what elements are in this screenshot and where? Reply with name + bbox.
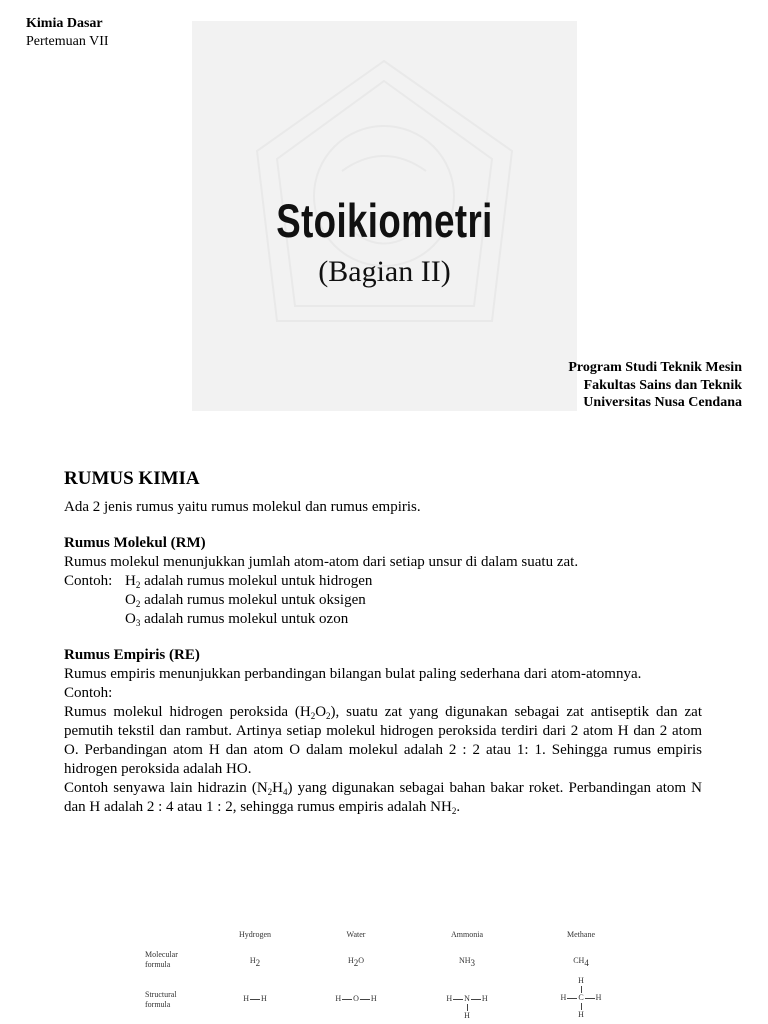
re-paragraph-2: Contoh senyawa lain hidrazin $(N_2H_4)$ yang digunakan sebagai bahan bakar roket. Perbandingan atom N dan H adalah 2 : 4 atau 1 : 2, sehingga rumus empiris adalah $NH_2$. [64, 780, 702, 816]
institution-block [568, 359, 742, 412]
structural-hydrogen: H H [243, 994, 267, 1003]
col-water: Water [346, 930, 366, 939]
program-name: Program Studi Teknik Mesin [568, 360, 742, 375]
cover-subtitle: (Bagian II) [318, 255, 451, 288]
molecular-water: $H_2O$ [347, 956, 365, 968]
rm-definition: Rumus molekul menunjukkan jumlah atom-atom dari setiap unsur di dalam suatu zat. [64, 554, 579, 570]
rm-example-3: $O_3$ adalah rumus molekul untuk ozon [125, 611, 349, 628]
re-heading: Rumus Empiris (RE) [64, 647, 200, 663]
session-label: Pertemuan VII [26, 34, 109, 49]
university-name: Universitas Nusa Cendana [583, 395, 742, 410]
document-header [26, 15, 109, 51]
section-title: RUMUS KIMIA [64, 468, 200, 489]
cover-panel [192, 21, 577, 411]
col-ammonia: Ammonia [451, 930, 483, 939]
row-structural-label: Structural formula [145, 990, 177, 1009]
col-hydrogen: Hydrogen [239, 930, 271, 939]
structural-water: H O H [335, 994, 377, 1003]
cover-title: Stoikiometri [276, 194, 493, 247]
molecular-ammonia: $NH_3$ [458, 956, 476, 968]
structural-methane: H H C H H [560, 976, 602, 1019]
molecular-hydrogen: $H_2$ [249, 956, 261, 968]
rm-example-2: $O_2$ adalah rumus molekul untuk oksigen [125, 592, 366, 609]
rm-example-1: Contoh: $H_2$ adalah rumus molekul untuk hidrogen [64, 573, 373, 590]
structural-ammonia: H N H H [446, 994, 488, 1020]
re-definition: Rumus empiris menunjukkan perbandingan bilangan bulat paling sederhana dari atom-atomnya. [64, 666, 642, 682]
rm-heading: Rumus Molekul (RM) [64, 535, 206, 551]
re-example-label: Contoh: [64, 685, 113, 701]
course-title: Kimia Dasar [26, 16, 103, 31]
faculty-name: Fakultas Sains dan Teknik [583, 377, 742, 393]
section-intro: Ada 2 jenis rumus yaitu rumus molekul dan rumus empiris. [64, 499, 421, 515]
col-methane: Methane [567, 930, 595, 939]
row-molecular-label: Molecular formula [145, 950, 178, 969]
molecular-methane: $CH_4$ [573, 956, 589, 968]
formula-table [140, 925, 640, 1024]
main-content [64, 467, 702, 817]
re-paragraph-1: Rumus molekul hidrogen peroksida $(H_2O_2)$, suatu zat yang digunakan sebagai zat antiseptik dan zat pemutih tekstil dan rambut. Artinya setiap molekul hidrogen peroksida terdiri dari 2 atom H dan 2 atom O. Perbandingan atom H dan atom O dalam molekul adalah 2 : 2 atau 1: 1. Sehingga rumus empiris hidrogen peroksida adalah HO. [64, 704, 702, 777]
rm-example-label: Contoh: [64, 573, 113, 589]
